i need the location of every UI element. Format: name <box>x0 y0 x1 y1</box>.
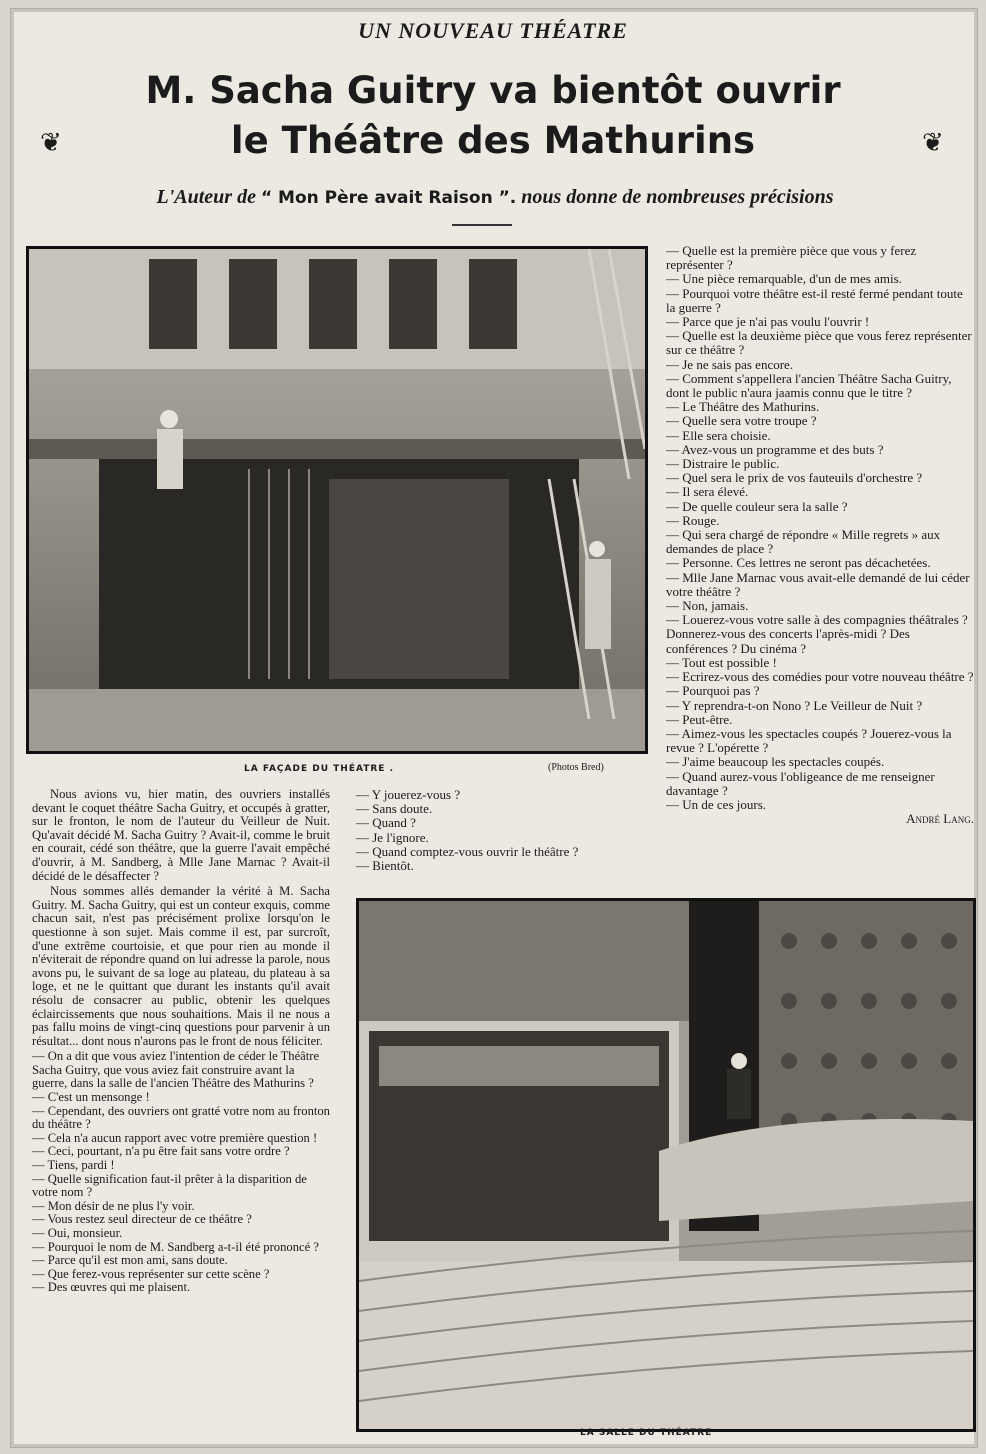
dialogue-line: — Il sera élevé. <box>666 484 749 500</box>
headline-line-1: M. Sacha Guitry va bientôt ouvrir <box>145 69 841 112</box>
dialogue-line: — Y jouerez-vous ? <box>356 787 461 802</box>
dialogue-line: — De quelle couleur sera la salle ? <box>666 498 848 514</box>
dialogue-line: — Aimez-vous les spectacles coupés ? Jouerez-vous la revue ? L'opérette ? <box>666 725 952 756</box>
subheadline <box>30 186 960 209</box>
salle-caption: LA SALLE DU THÉATRE <box>580 1428 713 1438</box>
dialogue-line: — Oui, monsieur. <box>32 1226 123 1240</box>
dialogue-line: — Ceci, pourtant, n'a pu être fait sans votre ordre ? <box>32 1144 290 1159</box>
dialogue-line: — Personne. Ces lettres ne seront pas décachetées. <box>666 555 931 571</box>
dialogue-line: — Non, jamais. <box>666 598 749 614</box>
dialogue-line: — Quand comptez-vous ouvrir le théâtre ? <box>356 843 579 859</box>
dialogue-line: — Y reprendra-t-on Nono ? Le Veilleur de Nuit ? <box>666 697 923 713</box>
dialogue-line: — Peut-être. <box>666 711 733 727</box>
dialogue-line: — On a dit que vous aviez l'intention de céder le Théâtre Sacha Guitry, que vous aviez fait construire avant la guerre, dans la salle de l'ancien Théâtre des Mathurins ? <box>32 1049 320 1091</box>
dialogue-line: — Vous restez seul directeur de ce théâtre ? <box>32 1212 252 1227</box>
dialogue-line: — Le Théâtre des Mathurins. <box>666 399 820 415</box>
left-column-article <box>32 788 330 1295</box>
divider <box>452 224 512 226</box>
kicker: UN NOUVEAU THÉATRE <box>358 18 628 43</box>
article-paragraph-2: Nous sommes allés demander la vérité à M. Sacha Guitry. M. Sacha Guitry, qui est un conteur exquis, comme chacun sait, n'est pas précisément prolixe lorsqu'on le questionne à son sujet. Mais comme il est, par surcroît, d'une extrême courtoisie, et que pour rien au monde il n'éviterait de répondre quand on lui adresse la parole, nous avons pu, le suivant de sa loge au plateau, du plateau à sa loge, et ne le quittant que durant les instants qu'il avait résolu de consacrer au public, obtenir les quelques éclaircissements que nous souhaitions. Mais il ne nous a pas fallu moins de vingt-cinq questions pour parvenir à un résultat... dont nous n'aurons pas le front de nous féliciter. <box>32 884 330 1048</box>
middle-column-dialogue <box>356 788 646 873</box>
dialogue-line: — Mon désir de ne plus l'y voir. <box>32 1198 195 1213</box>
photo-credit: (Photos Bred) <box>548 762 604 773</box>
dialogue-line: — Ecrirez-vous des comédies pour votre nouveau théâtre ? <box>666 669 974 685</box>
dialogue-line: — Quelle signification faut-il prêter à la disparition de votre nom ? <box>32 1171 307 1200</box>
dialogue-line: — Je l'ignore. <box>356 829 429 845</box>
dialogue-line: — Un de ces jours. <box>666 796 767 812</box>
dialogue-line: — Pourquoi le nom de M. Sandberg a-t-il été prononcé ? <box>32 1239 319 1254</box>
salle-photo <box>356 898 976 1432</box>
dialogue-line: — Sans doute. <box>356 801 433 817</box>
dialogue-line: — Pourquoi votre théâtre est-il resté fermé pendant toute la guerre ? <box>666 285 963 315</box>
headline-line-2: le Théâtre des Mathurins <box>230 119 756 162</box>
dialogue-line: — Cela n'a aucun rapport avec votre première question ! <box>32 1130 318 1145</box>
dialogue-line: — Pourquoi pas ? <box>666 683 760 699</box>
author-signature: André Lang. <box>906 811 974 827</box>
dialogue-line: — Comment s'appellera l'ancien Théâtre Sacha Guitry, dont le public n'aura jaamis connu que le titre ? <box>666 370 952 401</box>
dialogue-line: — Distraire le public. <box>666 456 780 472</box>
dialogue-line: — Quel sera le prix de vos fauteuils d'orchestre ? <box>666 470 923 486</box>
dialogue-line: — Bientôt. <box>356 858 414 874</box>
dialogue-line: — Quand ? <box>356 815 416 831</box>
dialogue-line: — Quelle est la première pièce que vous y ferez représenter ? <box>666 243 917 273</box>
dialogue-line: — Mlle Jane Marnac vous avait-elle demandé de lui céder votre théâtre ? <box>666 569 970 599</box>
dialogue-line: — Des œuvres qui me plaisent. <box>32 1280 191 1295</box>
subhead-post: nous donne de nombreuses précisions <box>521 186 834 208</box>
dialogue-line: — Parce qu'il est mon ami, sans doute. <box>32 1253 228 1268</box>
dialogue-line: — C'est un mensonge ! <box>32 1090 150 1105</box>
dialogue-line: — Rouge. <box>666 512 720 528</box>
dialogue-line: — J'aime beaucoup les spectacles coupés. <box>666 754 885 770</box>
dialogue-line: — Avez-vous un programme et des buts ? <box>666 441 884 457</box>
dialogue-line: — Je ne sais pas encore. <box>666 356 794 372</box>
leaf-ornament-icon: ❦ <box>40 128 62 158</box>
leaf-ornament-icon: ❦ <box>922 128 944 158</box>
subhead-pre: L'Auteur de <box>156 186 256 208</box>
dialogue-line: — Louerez-vous votre salle à des compagnies théâtrales ? Donnerez-vous des concerts l'après-midi ? Des conférences ? Du cinéma ? <box>666 612 968 656</box>
dialogue-line: — Parce que je n'ai pas voulu l'ouvrir ! <box>666 314 870 330</box>
facade-caption: LA FAÇADE DU THÉATRE . <box>244 764 395 774</box>
facade-photo <box>26 246 648 754</box>
subhead-title: “ Mon Père avait Raison ”. <box>260 188 517 208</box>
dialogue-line: — Elle sera choisie. <box>666 427 771 443</box>
dialogue-line: — Qui sera chargé de répondre « Mille regrets » aux demandes de place ? <box>666 527 941 557</box>
dialogue-line: — Que ferez-vous représenter sur cette scène ? <box>32 1266 270 1281</box>
dialogue-line: — Une pièce remarquable, d'un de mes amis. <box>666 271 902 287</box>
dialogue-line: — Tiens, pardi ! <box>32 1158 115 1173</box>
dialogue-line: — Quelle est la deuxième pièce que vous ferez représenter sur ce théâtre ? <box>666 328 972 358</box>
dialogue-line: — Quand aurez-vous l'obligeance de me renseigner davantage ? <box>666 768 935 798</box>
dialogue-line: — Tout est possible ! <box>666 654 777 670</box>
article-paragraph-1: Nous avions vu, hier matin, des ouvriers installés devant le coquet théâtre Sacha Guitry, et occupés à gratter, sur le fronton, le nom de l'auteur du Veilleur de Nuit. Qu'avait décidé M. Sacha Guitry ? Avait-il, comme le bruit en courait, cédé son théâtre, que la guerre l'avait empêché d'ouvrir, à M. Sandberg, à Mlle Jane Marnac ? Avait-il décidé de le désaffecter ? <box>32 787 330 883</box>
dialogue-line: — Cependant, des ouvriers ont gratté votre nom au fronton du théâtre ? <box>32 1103 330 1132</box>
right-column-interview <box>666 244 974 826</box>
dialogue-line: — Quelle sera votre troupe ? <box>666 413 817 429</box>
